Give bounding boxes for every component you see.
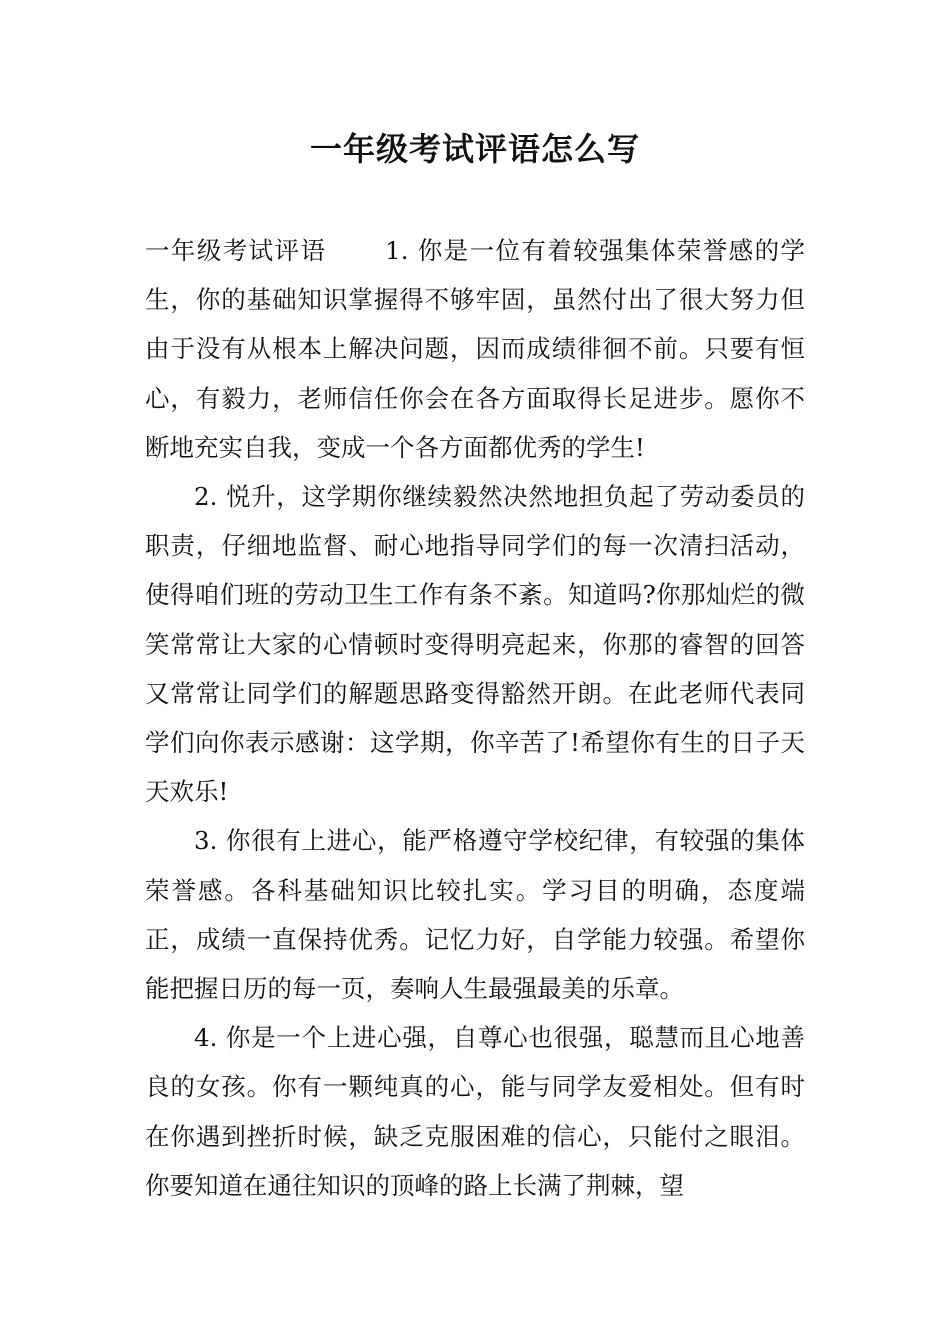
paragraph-1-text: 1. 你是一位有着较强集体荣誉感的学生，你的基础知识掌握得不够牢固，虽然付出了很大努力但由于没有从根本上解决问题，因而成绩徘徊不前。只要有恒心，有毅力，老师信任你会在各方面取得长足进步。愿你不断地充实自我，变成一个各方面都优秀的学生! xyxy=(145,236,805,462)
document-body xyxy=(145,226,805,1210)
paragraph-4: 4. 你是一个上进心强，自尊心也很强，聪慧而且心地善良的女孩。你有一颗纯真的心，能与同学友爱相处。但有时在你遇到挫折时候，缺乏克服困难的信心，只能付之眼泪。你要知道在通往知识的顶峰的路上长满了荆棘，望 xyxy=(145,1023,805,1200)
paragraph-1 xyxy=(145,226,805,472)
intro-label: 一年级考试评语 xyxy=(145,236,327,265)
paragraph-3: 3. 你很有上进心，能严格遵守学校纪律，有较强的集体荣誉感。各科基础知识比较扎实。学习目的明确，态度端正，成绩一直保持优秀。记忆力好，自学能力较强。希望你能把握日历的每一页，奏响人生最强最美的乐章。 xyxy=(145,826,805,1004)
paragraph-2: 2. 悦升，这学期你继续毅然决然地担负起了劳动委员的职责，仔细地监督、耐心地指导同学们的每一次清扫活动，使得咱们班的劳动卫生工作有条不紊。知道吗?你那灿烂的微笑常常让大家的心情顿时变得明亮起来，你那的睿智的回答又常常让同学们的解题思路变得豁然开朗。在此老师代表同学们向你表示感谢：这学期，你辛苦了!希望你有生的日子天天欢乐! xyxy=(145,482,805,807)
document-title: 一年级考试评语怎么写 xyxy=(309,130,640,168)
